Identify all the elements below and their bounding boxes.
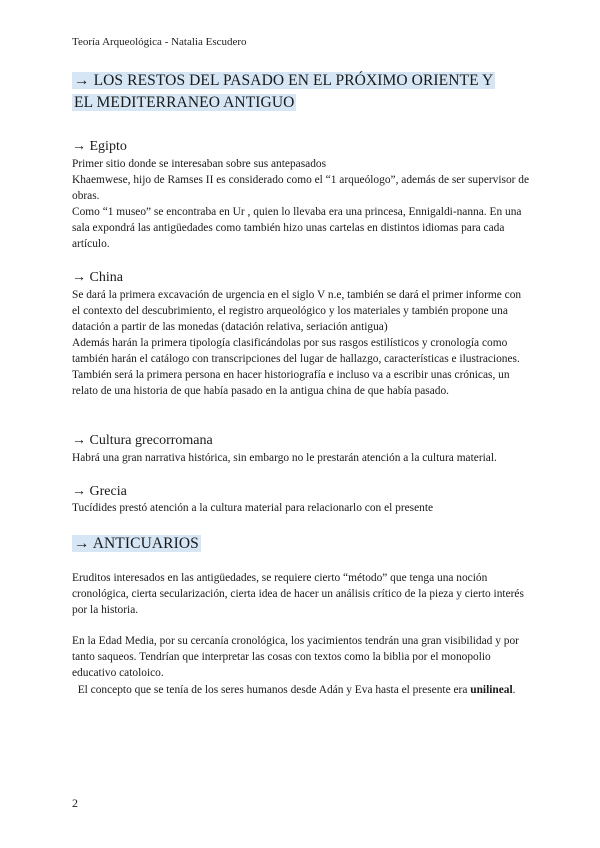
paragraph-anticuarios-2: En la Edad Media, por su cercanía cronológica, los yacimientos tendrán una gran visibilidad y por tanto saqueos. Tendrían que interpretar las cosas con textos como la biblia por el monopolio educativo catoloico. [72, 635, 519, 679]
page-number: 2 [72, 796, 78, 810]
heading-cultura-grecorromana: → Cultura grecorromana [72, 433, 213, 448]
paragraph-anticuarios-3-end: . [512, 684, 516, 696]
paragraph-grecia: Tucídides prestó atención a la cultura material para relacionarlo con el presente [72, 502, 434, 514]
paragraph-egipto: Primer sitio donde se interesaban sobre sus antepasados Khaemwese, hijo de Ramses II es considerado como el “1 arqueólogo”, además de ser supervisor de obras. Como “1 museo” se encontraba en Ur , quien lo llevaba era una princesa, Ennigaldi-nanna. En una sala expondrá las antigüedades como también hizo unas cartelas en distintos idiomas para cada artículo. [72, 158, 530, 250]
paragraph-anticuarios-3-start: El concepto que se tenía de los seres humanos desde Adán y Eva hasta el presente era [72, 684, 471, 696]
paragraph-anticuarios-3 [72, 682, 532, 698]
heading-grecia: → Grecia [72, 484, 127, 499]
bold-term-unilineal: unilineal [470, 684, 513, 696]
section-title-proximo-oriente [72, 70, 522, 114]
heading-china: → China [72, 270, 123, 285]
section-title-line-1: → LOS RESTOS DEL PASADO EN EL PRÓXIMO ORIENTE Y [74, 72, 494, 89]
paragraph-anticuarios-1: Eruditos interesados en las antigüedades, se requiere cierto “método” que tenga una noción cronológica, cierta secularización, cierta idea de hacer un análisis crítico de la pieza y cierto interés por la historia. [72, 572, 524, 616]
section-title-line-2: EL MEDITERRANEO ANTIGUO [74, 94, 295, 111]
section-title-anticuarios-text: → ANTICUARIOS [74, 535, 199, 552]
paragraph-cultura-grecorromana: Habrá una gran narrativa histórica, sin embargo no le prestarán atención a la cultura material. [72, 452, 497, 464]
heading-egipto: → Egipto [72, 139, 127, 154]
section-title-anticuarios [72, 533, 522, 555]
paragraph-china: Se dará la primera excavación de urgencia en el siglo V n.e, también se dará el primer informe con el contexto del descubrimiento, el registro arqueológico y los materiales y también propone una datación a partir de las monedas (datación relativa, seriación antigua) Además harán la primera tipología clasificándolas por sus rasgos estilísticos y cronología como también harán el catálogo con transcripciones del lugar de hallazgo, características e ilustraciones. También será la primera persona en hacer historiografía e incluso va a escribir unas crónicas, un relato de una historia de que había pasado en la antigua china de que había pasado. [72, 289, 522, 397]
page-header: Teoría Arqueológica - Natalia Escudero [72, 36, 247, 48]
